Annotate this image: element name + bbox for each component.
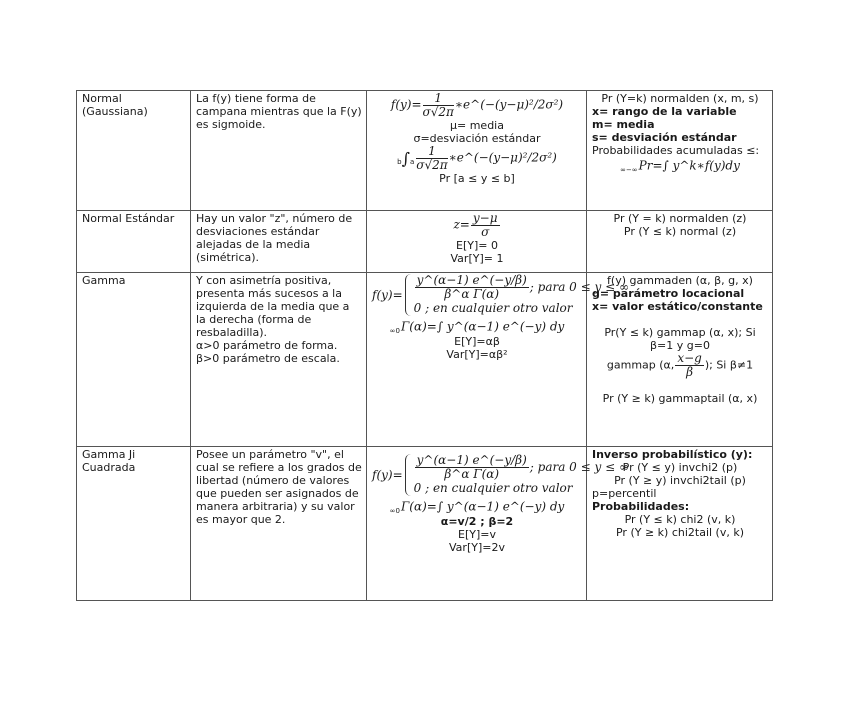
table-row-normal-estandar xyxy=(77,211,773,273)
distribution-name: Normal Estándar xyxy=(77,211,191,273)
distribution-name: Gamma Ji Cuadrada xyxy=(77,447,191,601)
expected-value: E[Y]=v xyxy=(458,528,496,541)
chi2-pdf-formula: f(y)= $\frac{y\^{}(\alpha-1) e\^{}(-y/\beta)}{\text{β\textasciicircum{}α Γ(α)}}$ ; para 0 ≤ y ≤ ∞ 0 ; en cualquier otro valor xyxy=(372,453,629,495)
distribution-description: Y con asimetría positiva, presenta más sucesos a la izquierda de la media que a la derecha (forma de resbaladilla). α>0 parámetro de forma. β>0 parámetro de escala. xyxy=(191,273,367,447)
distribution-commands: Pr (Y = k) normalden (z) Pr (Y ≤ k) normal (z) xyxy=(587,211,773,273)
variance: Var[Y]=2v xyxy=(449,541,505,554)
distribution-name: Gamma xyxy=(77,273,191,447)
distribution-commands: f(y) gammaden (α, β, g, x) g= parámetro locacional x= valor estático/constante Pr(Y ≤ k) gammap (α, x); Si β=1 y g=0 gammap (α, $\frac{x-g}{\beta}$ ); Si β≠1 Pr (Y ≥ k) gammaptail (α, x) xyxy=(587,273,773,447)
distribution-name: Normal (Gaussiana) xyxy=(77,91,191,211)
gammap-scaled-formula: gammap (α, $\frac{x-g}{\beta}$ ); Si β≠1 xyxy=(606,351,754,379)
variance: Var[Y]= 1 xyxy=(450,252,504,265)
distribution-description: La f(y) tiene forma de campana mientras que la F(y) es sigmoide. xyxy=(191,91,367,211)
distributions-table xyxy=(76,90,773,601)
probability-interval-label: Pr [a ≤ y ≤ b] xyxy=(439,172,515,185)
distribution-description: Posee un parámetro "v", el cual se refiere a los grados de libertad (número de valores que pueden ser asignados de manera arbitraria) y su valor es mayor que 2. xyxy=(191,447,367,601)
distribution-formulas xyxy=(367,273,629,447)
table-row-gamma xyxy=(77,273,773,447)
normal-pdf-formula: f(y)= $\frac{1}{\sigma√2\pi}$ ∗e^(−(y−μ)²/2σ²) xyxy=(390,91,564,119)
distribution-formulas xyxy=(367,447,629,601)
mu-definition: μ= media xyxy=(450,119,504,132)
integral-sign-icon: ∫ xyxy=(401,149,410,168)
sigma-definition: σ=desviación estándar xyxy=(413,132,541,145)
distribution-formulas xyxy=(367,91,587,211)
distribution-commands: Pr (Y=k) normalden (x, m, s) x= rango de la variable m= media s= desviación estándar Probabilidades acumuladas ≤: ∞−∞Pr=∫ y^k∗f(y)dy xyxy=(587,91,773,211)
distribution-formulas xyxy=(367,211,587,273)
left-brace-icon xyxy=(405,454,412,496)
normal-integral-formula: b∫a $\frac{1}{\sigma√2\pi}$ ∗e^(−(y−μ)²/2σ²) xyxy=(397,144,557,172)
table-row-gamma-ji-cuadrada xyxy=(77,447,773,601)
chi2-parameters: α=v/2 ; β=2 xyxy=(440,515,514,528)
table-row-normal xyxy=(77,91,773,211)
left-brace-icon xyxy=(405,274,412,316)
gamma-function-formula: ∞0Γ(α)=∫ y^(α−1) e^(−y) dy xyxy=(389,319,565,335)
expected-value: E[Y]= 0 xyxy=(456,239,498,252)
gamma-pdf-formula: f(y)= $\frac{y\^{}(\alpha-1) e\^{}(-y/\beta)}{\text{β\textasciicircum{}α Γ(α)}}$ ; para 0 ≤ y ≤ ∞ 0 ; en cualquier otro valor xyxy=(372,273,629,315)
gamma-function-formula: ∞0Γ(α)=∫ y^(α−1) e^(−y) dy xyxy=(389,499,565,515)
cumulative-probability-formula: ∞−∞Pr=∫ y^k∗f(y)dy xyxy=(620,158,740,174)
z-score-formula: z= $\frac{y-\mu}{\sigma}$ xyxy=(453,211,498,239)
variance: Var[Y]=αβ² xyxy=(446,348,508,361)
expected-value: E[Y]=αβ xyxy=(454,335,500,348)
distribution-description: Hay un valor "z", número de desviaciones estándar alejadas de la media (simétrica). xyxy=(191,211,367,273)
distribution-commands: Inverso probabilístico (y): Pr (Y ≤ y) invchi2 (p) Pr (Y ≥ y) invchi2tail (p) p=percentil Probabilidades: Pr (Y ≤ k) chi2 (v, k) Pr (Y ≥ k) chi2tail (v, k) xyxy=(587,447,773,601)
